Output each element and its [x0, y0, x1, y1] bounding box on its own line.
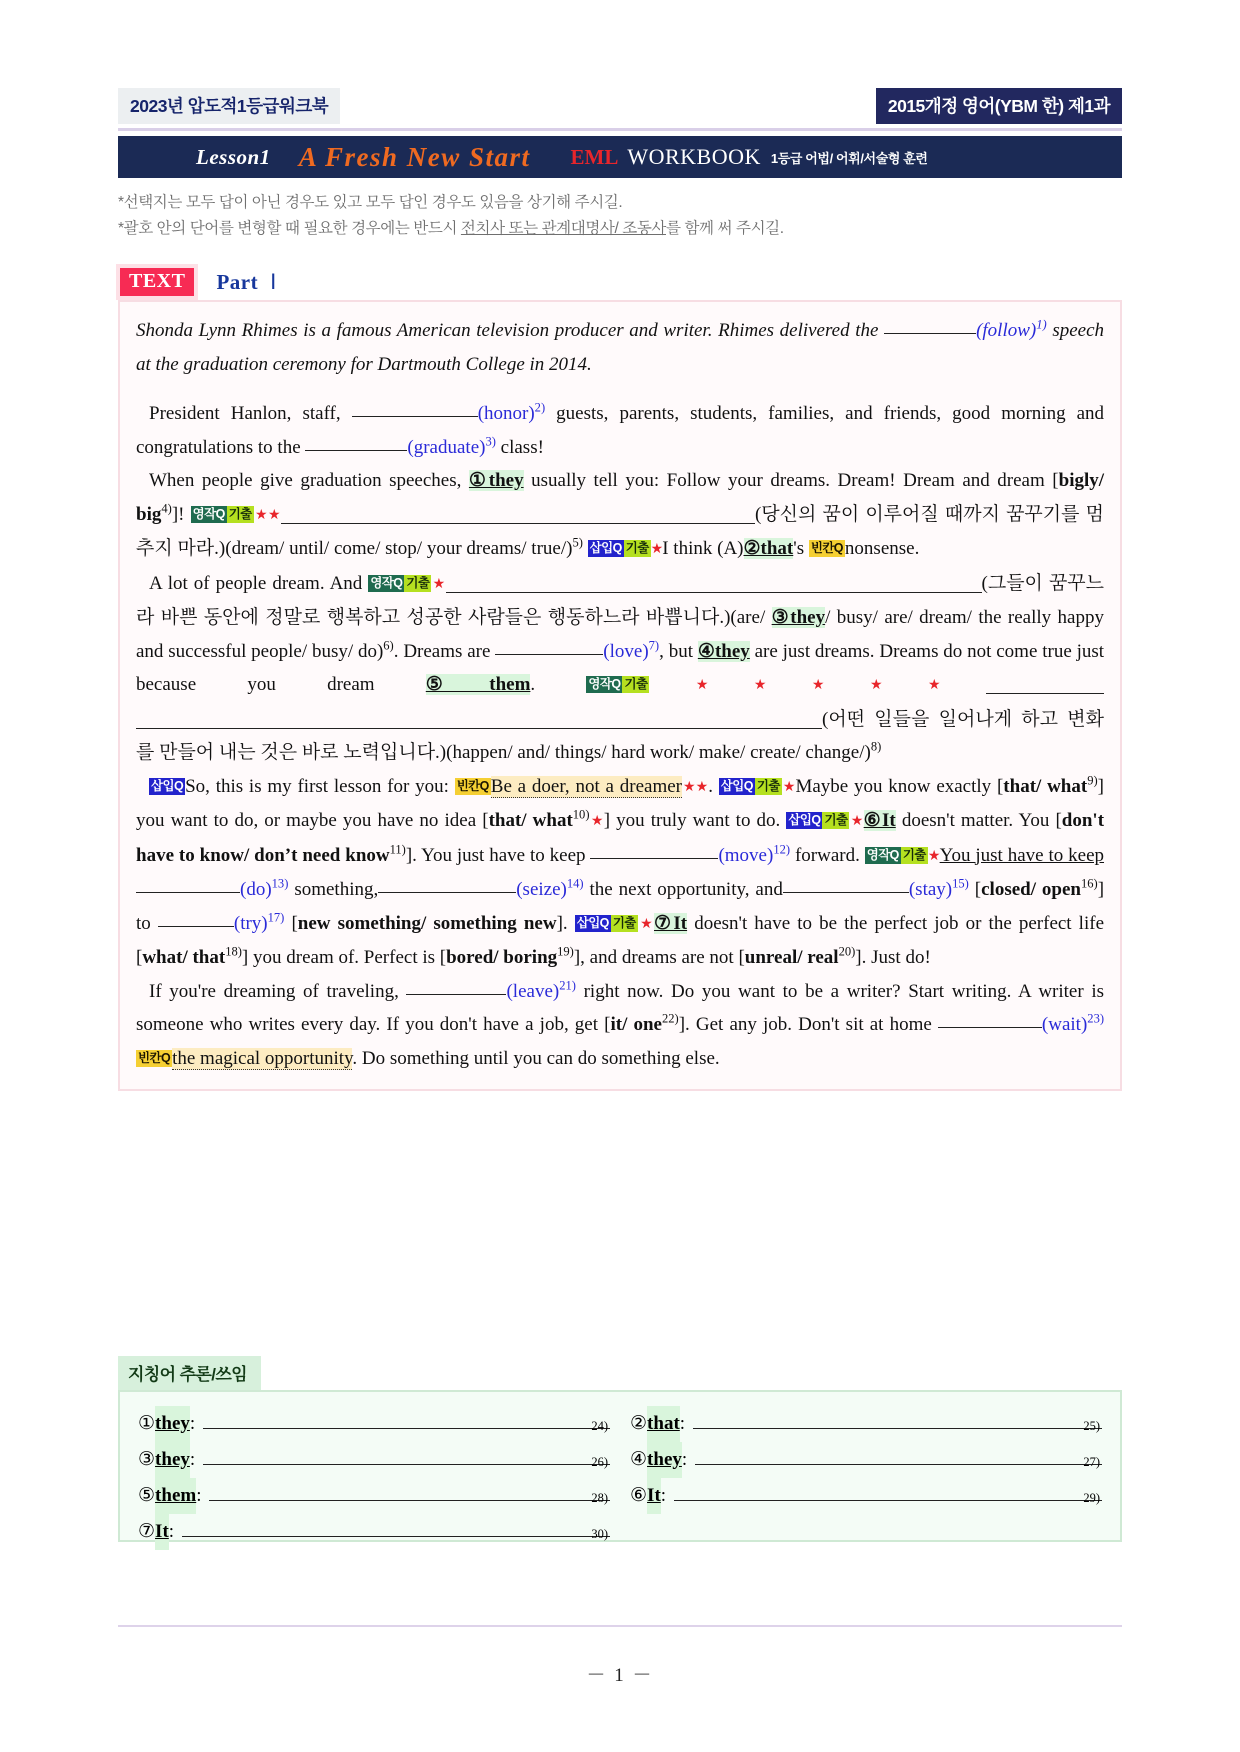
p5-choice-5: new something/ something new [297, 912, 557, 934]
star-rating-3: ★ [431, 576, 446, 592]
ref-6-answer-line[interactable]: 29) [674, 1478, 1102, 1501]
p5-text-12: [ [974, 879, 982, 900]
reference-grid [138, 1406, 1102, 1550]
passage-paragraph-1 [136, 314, 1104, 381]
badge-binkan-q-3: 빈칸Q [138, 1050, 171, 1065]
ref-4-number: ④ [630, 1449, 648, 1470]
p4-answer-rule-2a[interactable] [986, 673, 1104, 694]
reference-answer-box [118, 1390, 1122, 1542]
pronoun-ref-3: ③they [771, 607, 826, 628]
ref-3-answer-line[interactable]: 26) [203, 1442, 610, 1465]
p4-sup-3: 8) [870, 739, 882, 754]
p5-hint-5: (try) [233, 912, 268, 934]
reference-section-heading: 지칭어 추론/쓰임 [118, 1356, 261, 1390]
ref-3-number: ③ [138, 1449, 156, 1470]
reference-item-5 [138, 1478, 610, 1514]
reference-item-1 [138, 1406, 610, 1442]
page-number: － 1 － [586, 1665, 654, 1686]
p5-text-17: ] you dream of. Perfect is [ [241, 947, 447, 968]
passage-paragraph-4 [136, 567, 1104, 770]
badge-gichul-7: 기출 [902, 847, 926, 862]
p5-sup-2: 10) [572, 807, 590, 822]
p6-blank-1[interactable] [406, 994, 506, 995]
part-header [120, 268, 276, 296]
badge-sabip-q-4: 삽입Q [788, 813, 821, 827]
reference-grid-filler [630, 1514, 1102, 1550]
star-rating-8: ★ [849, 814, 864, 829]
reference-item-2 [630, 1406, 1102, 1442]
pronoun-ref-5: ⑤them [425, 674, 531, 695]
ref-4-colon: : [681, 1449, 688, 1470]
p5-text-13: ] to [136, 879, 1105, 934]
header-divider [118, 128, 1122, 131]
p5-sup-5: 13) [271, 876, 289, 891]
p3-words-1: (dream/ until/ come/ stop/ your dreams/ true/) [225, 538, 573, 559]
p6-sup-1: 21) [559, 978, 576, 993]
p6-choice-1: it/ one [610, 1014, 662, 1035]
note-line-2-underlined: 전치사 또는 관계대명사/ 조동사 [460, 220, 666, 237]
p1-hint-1: (follow) [976, 320, 1037, 341]
ref-6-colon: : [660, 1485, 667, 1506]
lesson-title: A Fresh New Start [298, 141, 531, 172]
lesson-banner [118, 136, 1122, 178]
p4-sup-2: 7) [648, 638, 660, 653]
instruction-notes [118, 190, 1128, 242]
ref-2-word: that [647, 1406, 680, 1442]
reference-item-4 [630, 1442, 1102, 1478]
p5-text-16: doesn't have to be the perfect job or the perfect life [ [136, 912, 1104, 968]
ref-1-colon: : [189, 1413, 196, 1434]
p5-blank-1[interactable] [590, 858, 718, 859]
passage-paragraph-6 [136, 975, 1104, 1076]
p5-blank-4[interactable] [783, 892, 909, 893]
p5-sup-3: 11) [389, 842, 406, 857]
p5-hint-3: (seize) [516, 879, 567, 900]
ref-7-answer-line[interactable]: 30) [182, 1514, 610, 1537]
p4-blank-1[interactable] [495, 654, 603, 655]
ref-4-word: they [647, 1442, 682, 1478]
reference-item-3 [138, 1442, 610, 1478]
p1-blank-1[interactable] [884, 333, 976, 334]
p2-sup-1: 2) [534, 400, 546, 415]
brand-logo: EML [570, 144, 619, 169]
passage-paragraph-5 [136, 770, 1104, 975]
note-line-2 [118, 216, 1128, 242]
ref-1-answer-line[interactable]: 24) [203, 1406, 610, 1429]
pronoun-ref-4: ④they [697, 640, 750, 662]
part-number: Ⅰ [270, 269, 277, 294]
banner-subtitle: 1등급 어법/ 어휘/서술형 훈련 [770, 150, 928, 166]
note-line-2-b: 를 함께 써 주시길. [666, 220, 784, 237]
badge-gichul-5: 기출 [756, 778, 780, 793]
p5-sup-4: 12) [773, 842, 791, 857]
star-rating-5: ★★ [682, 779, 709, 795]
p5-text-10: something, [294, 879, 379, 900]
p5-text-8: forward. [794, 844, 860, 866]
ref-2-colon: : [679, 1413, 686, 1434]
star-rating-7: ★ [589, 814, 604, 829]
top-header-row [118, 88, 1122, 122]
p6-text-1: If you're dreaming of traveling, [149, 980, 399, 1002]
ref-7-word: It [155, 1514, 169, 1550]
p5-text-19: ]. Just do! [855, 947, 931, 968]
p1-text-2: speech at the graduation ceremony for Dartmouth College in 2014. [136, 320, 1105, 375]
pronoun-ref-1: ①they [468, 470, 524, 491]
p3-text-1: When people give graduation speeches, [149, 470, 462, 491]
badge-binkan-q-1: 빈칸Q [810, 541, 843, 555]
p5-text-14: [ [291, 912, 298, 934]
p4-korean-2: (어떤 일들을 일어나게 하고 변화를 만들어 내는 것은 바로 노력입니다.) [136, 708, 1104, 763]
ref-1-number: ① [138, 1413, 156, 1434]
p5-text-4: ] you want to do, or maybe you have no idea [ [136, 775, 1104, 831]
p4-text-3: , but [659, 640, 693, 662]
pronoun-ref-2: ②that [743, 538, 794, 559]
p5-text-5: ] you truly want to do. [603, 810, 781, 831]
pronoun-ref-7: ⑦It [654, 912, 688, 934]
p3-korean-1: (당신의 꿈이 이루어질 때까지 꿈꾸기를 멈추지 마라.) [136, 503, 1104, 559]
ref-5-number: ⑤ [138, 1485, 156, 1506]
star-rating-10: ★ [637, 916, 654, 932]
ref-6-word: It [647, 1478, 661, 1514]
p5-choice-3: don't have to know/ don’t need know [136, 810, 1105, 866]
p2-text-3: class! [500, 436, 544, 458]
curriculum-tag: 2015개정 영어(YBM 한) 제1과 [876, 88, 1122, 124]
p6-sup-2: 22) [661, 1011, 679, 1026]
p3-text-5: 's [793, 538, 805, 559]
p4-hint-1: (love) [603, 640, 649, 662]
p2-blank-1[interactable] [352, 416, 478, 417]
p5-text-9: You just have to keep [939, 844, 1105, 866]
p6-sup-3: 23) [1087, 1011, 1105, 1026]
p4-korean-1: (그들이 꿈꾸느라 바쁜 동안에 정말로 행복하고 성공한 사람들은 행동하느라 바쁩니다.) [136, 572, 1105, 628]
p5-text-7: ]. You just have to keep [405, 844, 586, 866]
p5-choice-7: bored/ boring [446, 947, 558, 968]
p5-hint-1: (move) [718, 844, 774, 866]
ref-5-word: them [155, 1478, 196, 1514]
p3-sup-2: 5) [572, 535, 583, 550]
p3-sup-1: 4) [161, 501, 172, 516]
p5-choice-4: closed/ open [981, 879, 1081, 900]
ref-2-number: ② [630, 1413, 648, 1434]
p4-answer-rule-1[interactable] [446, 572, 982, 593]
footer-divider [118, 1625, 1122, 1627]
star-rating-2: ★ [650, 542, 663, 557]
badge-gichul-8: 기출 [612, 915, 636, 930]
p3-text-2: usually tell you: Follow your dreams. Dream! Dream and dream [ [531, 470, 1059, 491]
badge-yeongjak-q: 영작Q [192, 506, 225, 521]
badge-gichul-2: 기출 [625, 541, 649, 555]
badge-sabip-q-3: 삽입Q [720, 778, 753, 793]
p2-hint-2: (graduate) [407, 436, 486, 458]
p5-sup-11: 19) [557, 944, 574, 959]
p2-sup-2: 3) [485, 434, 496, 449]
note-line-1: *선택지는 모두 답이 아닌 경우도 있고 모두 답인 경우도 있음을 상기해 주시길. [118, 194, 623, 211]
ref-2-answer-line[interactable]: 25) [693, 1406, 1102, 1429]
star-rating: ★★ [253, 507, 281, 523]
badge-yeongjak-q-3: 영작Q [588, 677, 621, 691]
p5-hint-2: (do) [240, 879, 272, 900]
ref-5-answer-line[interactable]: 28) [209, 1478, 610, 1501]
p3-text-3: ]! [171, 503, 185, 525]
badge-sabip-q-2: 삽입Q [151, 778, 184, 793]
p5-choice-1: that/ what [1003, 775, 1088, 797]
p4-text-4: are just dreams. Dreams do not come true just because you dream [136, 640, 1105, 695]
p4-words-3: (happen/ and/ things/ hard work/ make/ create/ change/) [446, 742, 871, 763]
text-badge: TEXT [120, 268, 194, 296]
ref-3-word: they [155, 1442, 190, 1478]
p5-text-6: doesn't matter. You [ [901, 810, 1062, 831]
p3-text-6: nonsense. [844, 538, 920, 559]
note-line-2-a: *괄호 안의 단어를 변형할 때 필요한 경우에는 반드시 [118, 220, 461, 237]
p5-sup-12: 20) [838, 944, 856, 959]
p6-text-4: . Do something until you can do something else. [352, 1047, 720, 1069]
p5-sup-6: 14) [566, 876, 584, 891]
p5-text-3: Maybe you know exactly [ [795, 775, 1004, 797]
p5-sup-10: 18) [225, 944, 242, 959]
ref-7-number: ⑦ [138, 1521, 156, 1542]
badge-gichul: 기출 [228, 506, 252, 521]
p6-hint-1: (leave) [506, 980, 560, 1002]
reference-item-6 [630, 1478, 1102, 1514]
passage-box [118, 300, 1122, 1091]
p5-choice-8: unreal/ real [744, 947, 839, 968]
ref-1-word: they [155, 1406, 190, 1442]
p6-target-1: the magical opportunity [172, 1047, 353, 1069]
p5-choice-6: what/ that [142, 947, 226, 968]
pronoun-ref-6: ⑥It [863, 810, 896, 831]
p5-text-15: ]. [556, 912, 568, 934]
p5-sup-9: 17) [267, 910, 285, 925]
p6-text-3: ]. Get any job. Don't sit at home [678, 1014, 932, 1035]
p4-text-5: . [530, 674, 536, 695]
p2-hint-1: (honor) [477, 403, 535, 424]
p4-words-1: (are/ [730, 607, 772, 628]
p2-text-1: President Hanlon, staff, [149, 403, 341, 424]
p6-text-2: right now. Do you want to be a writer? Start writing. A writer is someone who writes every day. If you don't have a job, get [ [136, 980, 1105, 1035]
book-title-tag: 2023년 압도적1등급워크북 [118, 88, 340, 124]
p5-choice-2: that/ what [488, 810, 573, 831]
p5-hint-4: (stay) [908, 879, 953, 900]
star-rating-9: ★ [927, 848, 940, 864]
p5-sup-7: 15) [952, 876, 969, 891]
badge-sabip-q-1: 삽입Q [589, 541, 622, 555]
badge-sabip-q-5: 삽입Q [576, 915, 609, 930]
p6-hint-2: (wait) [1041, 1014, 1088, 1035]
badge-yeongjak-q-2: 영작Q [370, 575, 403, 590]
ref-7-colon: : [168, 1521, 175, 1542]
workbook-label: WORKBOOK [627, 144, 761, 169]
lesson-number: Lesson1 [196, 144, 271, 169]
p3-answer-rule-1[interactable] [281, 503, 755, 524]
p4-words-2: / busy/ are/ dream/ the really happy and successful people/ busy/ do) [136, 607, 1104, 662]
p1-text-1: Shonda Lynn Rhimes is a famous American television producer and writer. Rhimes delivered the [136, 320, 879, 341]
p5-sup-8: 16) [1081, 876, 1098, 891]
p6-blank-2[interactable] [938, 1027, 1042, 1028]
p2-text-2: guests, parents, students, families, and friends, good morning and congratulations to the [136, 403, 1105, 458]
p4-answer-rule-2b[interactable] [136, 708, 822, 729]
p5-text-11: the next opportunity, and [589, 879, 783, 900]
badge-gichul-4: 기출 [624, 677, 648, 691]
ref-5-colon: : [196, 1485, 202, 1506]
p4-sup-1: 6) [383, 638, 394, 653]
p5-text-1: So, this is my first lesson for you: [185, 775, 449, 797]
p5-blank-5[interactable] [158, 926, 234, 927]
part-label: Part [216, 269, 259, 294]
p5-blank-2[interactable] [136, 892, 240, 893]
p4-text-2: . Dreams are [393, 640, 491, 662]
badge-yeongjak-q-4: 영작Q [866, 847, 899, 862]
p2-blank-2[interactable] [305, 450, 407, 451]
badge-binkan-q-2: 빈칸Q [456, 778, 489, 793]
ref-4-answer-line[interactable]: 27) [695, 1442, 1102, 1465]
p5-text-18: ], and dreams are not [ [573, 947, 745, 968]
p1-sup-1: 1) [1036, 317, 1047, 332]
passage-paragraph-2 [136, 397, 1104, 464]
p5-text-2: . [708, 775, 713, 797]
p5-target-1: Be a doer, not a dreamer [490, 775, 682, 797]
p4-text-1: A lot of people dream. And [149, 572, 363, 594]
p3-text-4: I think (A) [662, 538, 744, 559]
star-rating-6: ★ [781, 779, 796, 795]
star-rating-4: ★★★★★ [649, 678, 986, 693]
passage-paragraph-3 [136, 464, 1104, 567]
badge-gichul-6: 기출 [824, 813, 848, 827]
p5-blank-3[interactable] [378, 892, 516, 893]
p5-sup-1: 9) [1087, 773, 1098, 788]
ref-3-colon: : [189, 1449, 196, 1470]
ref-6-number: ⑥ [630, 1485, 648, 1506]
p3-choice-1: bigly/ big [136, 470, 1105, 525]
badge-gichul-3: 기출 [406, 575, 430, 590]
reference-item-7 [138, 1514, 610, 1550]
